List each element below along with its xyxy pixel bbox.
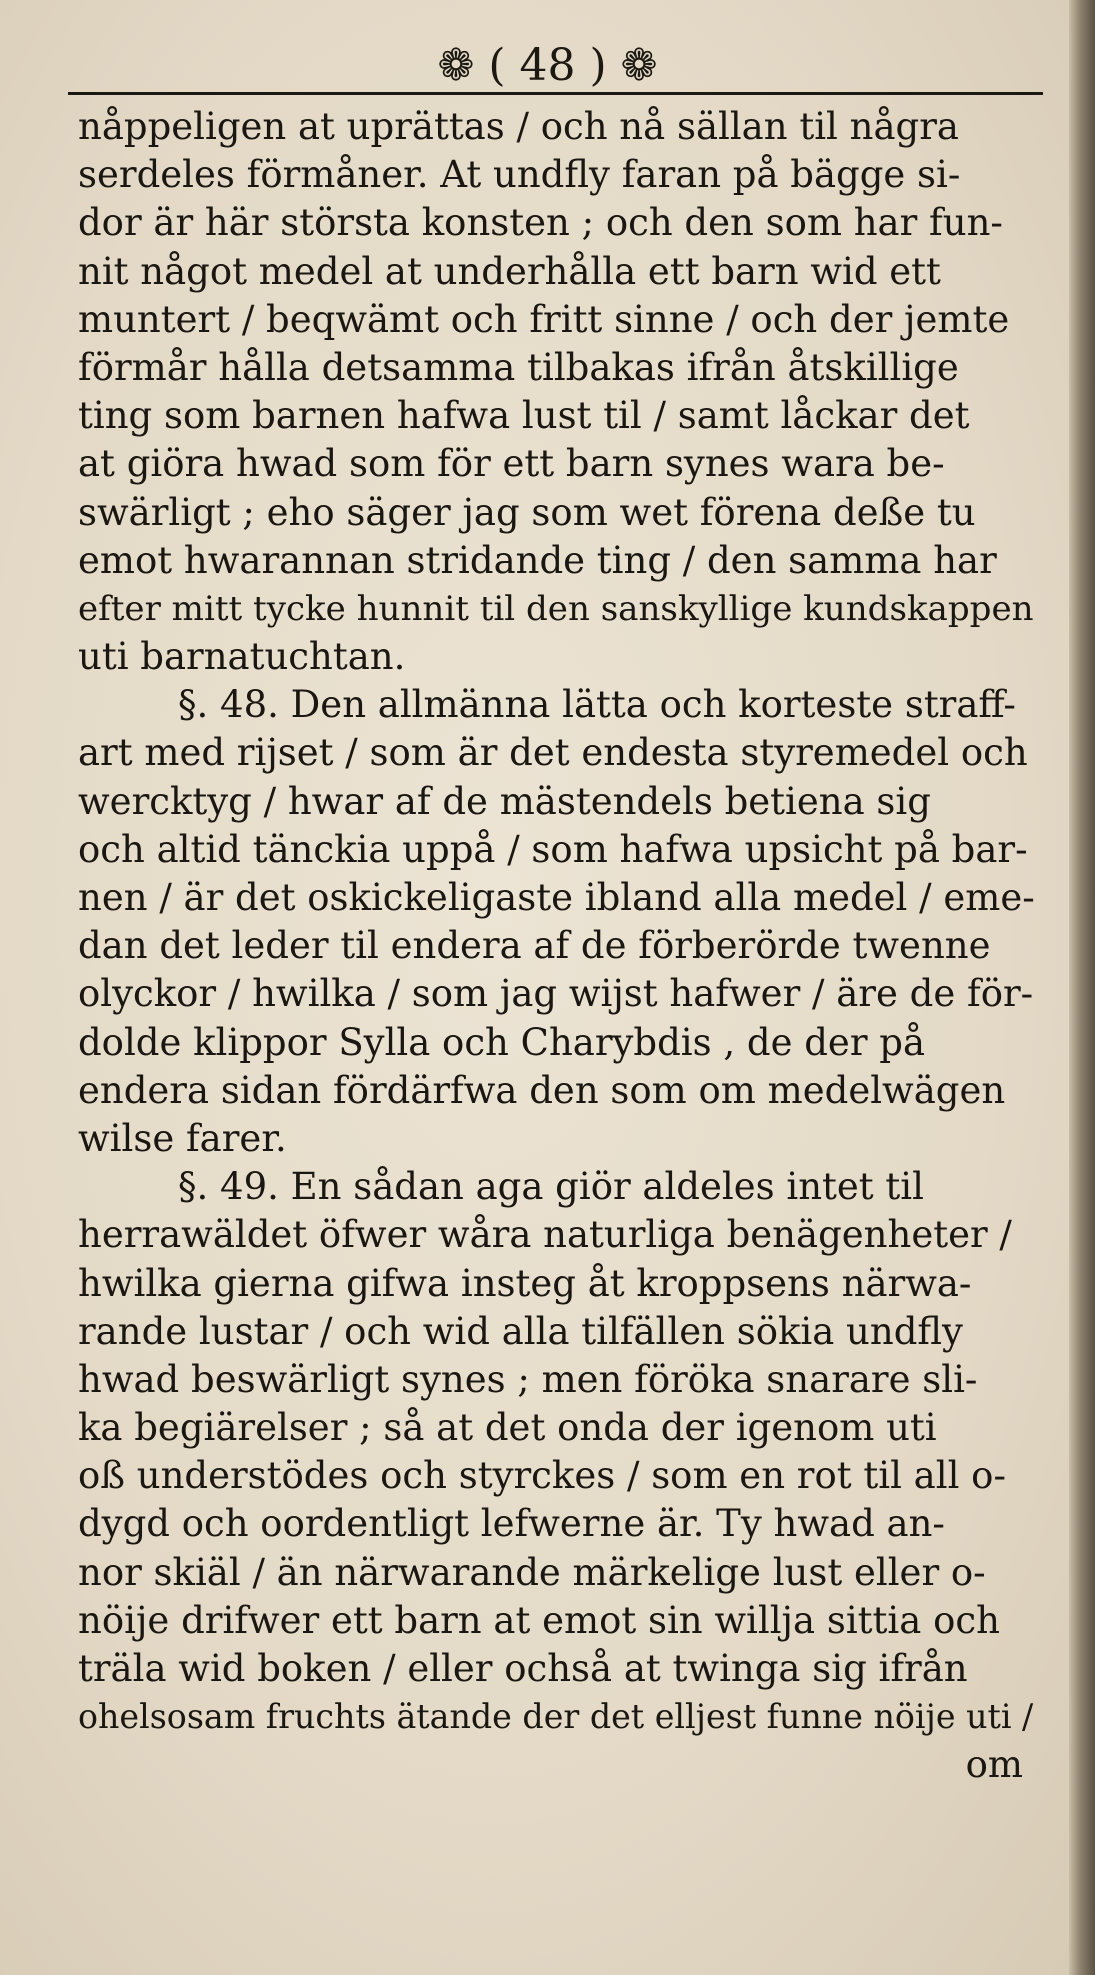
text-line: swärligt ; eho säger jag som wet förena deße tu	[78, 490, 976, 534]
header-rule	[68, 92, 1043, 95]
text-line: rande lustar / och wid alla tilfällen sökia undfly	[78, 1309, 963, 1353]
paragraph-49-start: §. 49. En sådan aga giör aldeles intet til	[178, 1165, 924, 1209]
text-line: ohelsosam fruchts ätande der det elljest funne nöije uti /	[78, 1697, 1034, 1737]
text-line: dan det leder til endera af de förberörde twenne	[78, 924, 991, 968]
text-line: nöije drifwer ett barn at emot sin willja sittia och	[78, 1598, 1000, 1642]
text-line: art med rijset / som är det endesta styremedel och	[78, 731, 1028, 775]
text-line: uti barnatuchtan.	[78, 635, 406, 679]
text-line: nit något medel at underhålla ett barn wid ett	[78, 249, 941, 293]
text-line: och altid tänckia uppå / som hafwa upsicht på bar-	[78, 827, 1028, 871]
text-line: hwad beswärligt synes ; men föröka snarare sli-	[78, 1357, 978, 1401]
text-line: olyckor / hwilka / som jag wijst hafwer / äre de för-	[78, 972, 1034, 1016]
text-line: ting som barnen hafwa lust til / samt låckar det	[78, 394, 970, 438]
text-line: träla wid boken / eller ochså at twinga sig ifrån	[78, 1647, 968, 1690]
text-line: at giöra hwad som för ett barn synes wara be-	[78, 442, 945, 486]
text-line: ka begiärelser ; så at det onda der igenom uti	[78, 1406, 937, 1450]
text-line: efter mitt tycke hunnit til den sanskyllige kundskappen	[78, 588, 1034, 629]
text-line: wilse farer.	[78, 1116, 287, 1160]
left-ornament-icon: ❁	[437, 40, 475, 91]
text-line: nen / är det oskickeligaste ibland alla medel / eme-	[78, 876, 1035, 919]
text-line: muntert / beqwämt och fritt sinne / och der jemte	[78, 297, 1010, 341]
text-line: oß understödes och styrckes / som en rot til all o-	[78, 1454, 1006, 1498]
catchword: om	[965, 1743, 1023, 1787]
book-spine-shadow	[1069, 0, 1095, 1975]
text-line: förmår hålla detsamma tilbakas ifrån åtskillige	[78, 345, 959, 389]
text-line: serdeles förmåner. At undfly faran på bägge si-	[78, 153, 961, 197]
text-line: emot hwarannan stridande ting / den samma har	[78, 538, 997, 582]
page-number: ( 48 )	[488, 40, 607, 91]
body-text	[78, 103, 1053, 1790]
text-line: dygd och oordentligt lefwerne är. Ty hwad an-	[78, 1502, 945, 1546]
paragraph-48-start: §. 48. Den allmänna lätta och korteste straff-	[178, 683, 1016, 727]
text-line: dolde klippor Sylla och Charybdis , de der på	[78, 1020, 926, 1064]
page-header	[0, 36, 1095, 96]
text-line: nåppeligen at uprättas / och nå sällan til några	[78, 105, 959, 148]
text-line: endera sidan fördärfwa den som om medelwägen	[78, 1068, 1006, 1112]
text-line: dor är här största konsten ; och den som har fun-	[78, 201, 1003, 245]
text-line: herrawäldet öfwer wåra naturliga benägenheter /	[78, 1213, 1012, 1257]
right-ornament-icon: ❁	[620, 40, 658, 91]
text-line: wercktyg / hwar af de mästendels betiena sig	[78, 779, 931, 823]
text-line: nor skiäl / än närwarande märkelige lust eller o-	[78, 1550, 986, 1594]
text-line: hwilka gierna gifwa insteg åt kroppsens närwa-	[78, 1261, 972, 1305]
